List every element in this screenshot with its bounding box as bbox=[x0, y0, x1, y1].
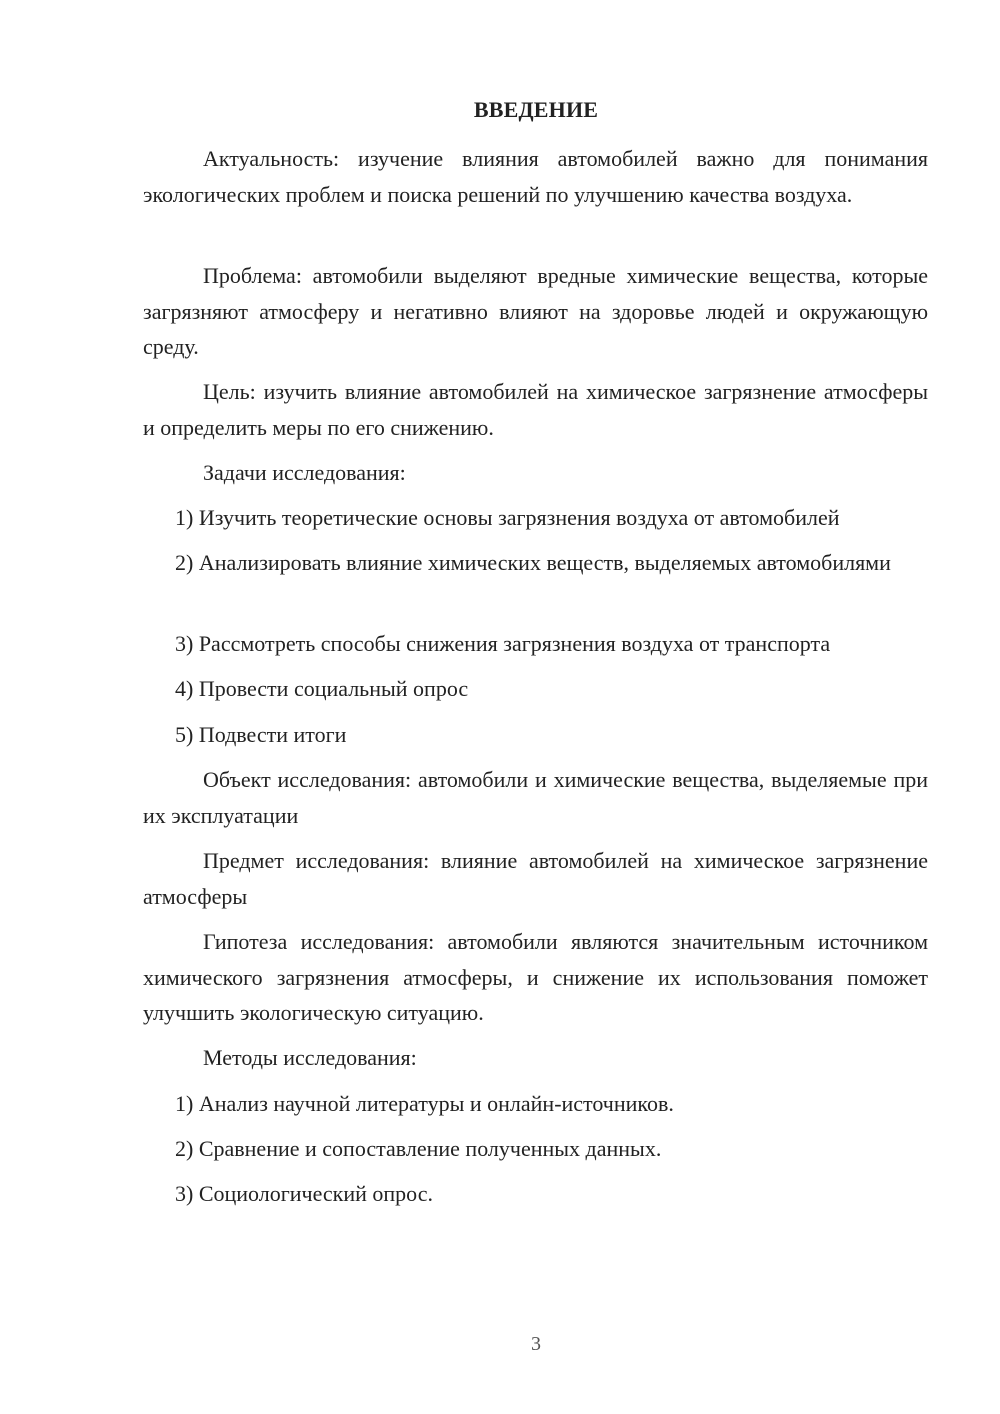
task-item-2: 2) Анализировать влияние химических веществ, выделяемых автомобилями bbox=[175, 550, 891, 575]
paragraph-problem: Проблема: автомобили выделяют вредные химические вещества, которые загрязняют атмосферу и негативно влияют на здоровье людей и окружающую среду. bbox=[143, 263, 928, 359]
paragraph-subject: Предмет исследования: влияние автомобилей на химическое загрязнение атмосферы bbox=[143, 848, 928, 909]
paragraph-object: Объект исследования: автомобили и химические вещества, выделяемые при их эксплуатации bbox=[143, 767, 928, 828]
paragraph-hypothesis: Гипотеза исследования: автомобили являются значительным источником химического загрязнения атмосферы, и снижение их использования поможет улучшить экологическую ситуацию. bbox=[143, 929, 928, 1025]
method-item-1: 1) Анализ научной литературы и онлайн-источников. bbox=[175, 1091, 674, 1116]
method-item-2: 2) Сравнение и сопоставление полученных данных. bbox=[175, 1136, 662, 1161]
task-item-1: 1) Изучить теоретические основы загрязнения воздуха от автомобилей bbox=[175, 505, 840, 530]
page-number: 3 bbox=[531, 1333, 541, 1355]
method-item-3: 3) Социологический опрос. bbox=[175, 1181, 433, 1206]
tasks-heading: Задачи исследования: bbox=[203, 460, 406, 485]
page-title: ВВЕДЕНИЕ bbox=[473, 97, 599, 122]
task-item-5: 5) Подвести итоги bbox=[175, 722, 347, 747]
task-item-3: 3) Рассмотреть способы снижения загрязнения воздуха от транспорта bbox=[175, 631, 831, 656]
paragraph-goal: Цель: изучить влияние автомобилей на химическое загрязнение атмосферы и определить меры по его снижению. bbox=[143, 379, 928, 440]
paragraph-actuality: Актуальность: изучение влияния автомобилей важно для понимания экологических проблем и поиска решений по улучшению качества воздуха. bbox=[143, 146, 928, 207]
task-item-4: 4) Провести социальный опрос bbox=[175, 676, 469, 701]
methods-heading: Методы исследования: bbox=[203, 1045, 417, 1070]
